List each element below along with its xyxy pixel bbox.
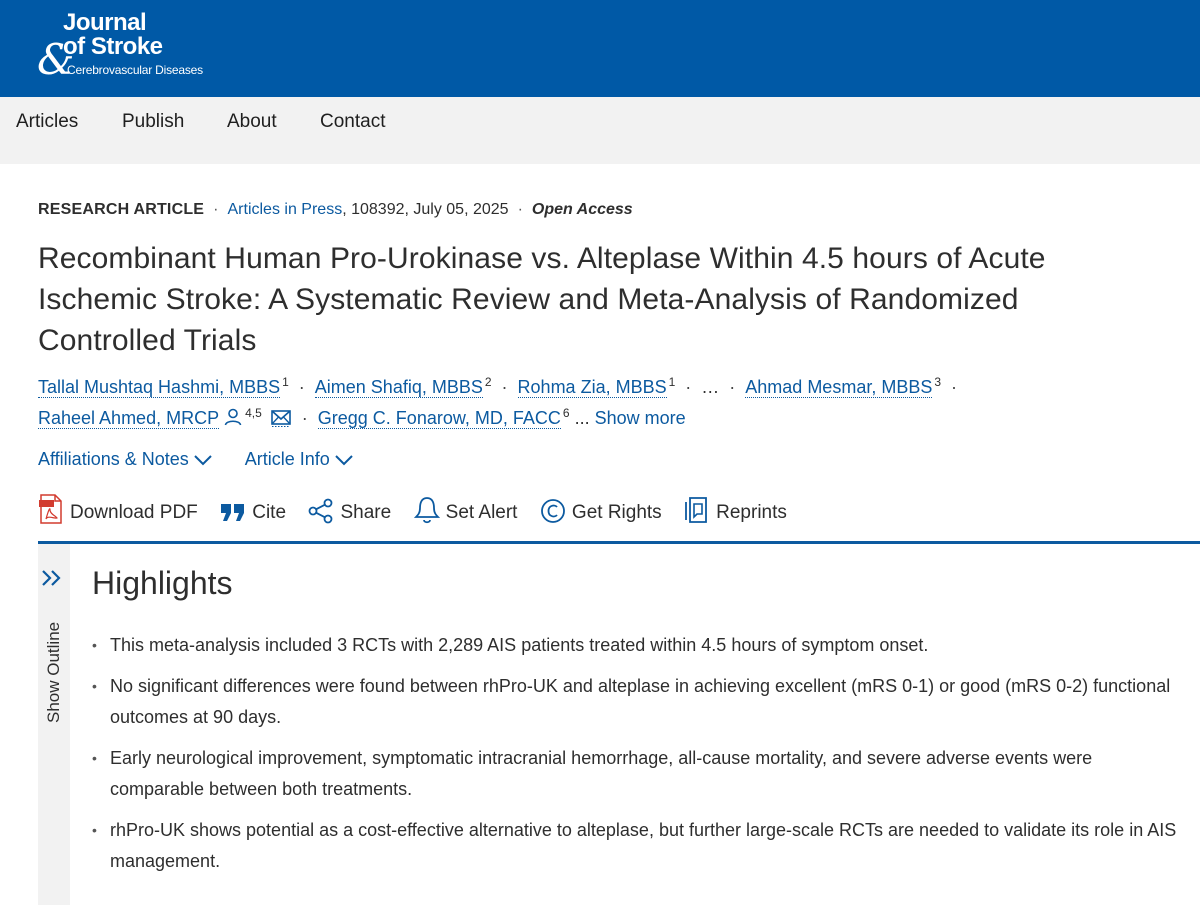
article-title: Recombinant Human Pro-Urokinase vs. Alteplase Within 4.5 hours of Acute Ischemic Stroke: A Systematic Review and Meta-Analysis of Randomized Controlled Trials bbox=[38, 242, 1046, 357]
author-link[interactable]: Aimen Shafiq, MBBS bbox=[314, 377, 483, 397]
author-trailing-ellipsis: ... bbox=[574, 408, 590, 428]
main-nav bbox=[0, 97, 1200, 164]
author-list-row-2 bbox=[38, 406, 1178, 429]
download-pdf-button[interactable] bbox=[38, 494, 198, 529]
share-button[interactable] bbox=[308, 497, 391, 529]
chevron-down-icon bbox=[334, 454, 354, 466]
highlights-list bbox=[92, 630, 1182, 887]
author-affiliation-sup: 4,5 bbox=[245, 406, 262, 420]
author-list-row-1 bbox=[38, 375, 1178, 398]
article-toggles bbox=[38, 449, 382, 470]
section-divider bbox=[38, 541, 1200, 544]
nav-contact[interactable]: Contact bbox=[320, 111, 386, 132]
highlights-heading: Highlights bbox=[92, 565, 233, 601]
nav-about[interactable]: About bbox=[227, 111, 277, 132]
author-ellipsis[interactable]: … bbox=[701, 377, 720, 397]
nav-articles[interactable]: Articles bbox=[16, 111, 79, 132]
show-outline-tab[interactable] bbox=[38, 544, 70, 905]
open-access-label: Open Access bbox=[531, 201, 633, 218]
logo-ampersand: & bbox=[37, 35, 75, 84]
journal-logo[interactable] bbox=[37, 9, 207, 84]
download-pdf-label: Download PDF bbox=[70, 502, 198, 523]
logo-line-1: Journal bbox=[63, 9, 147, 36]
reprints-icon bbox=[684, 496, 710, 524]
double-chevron-right-icon bbox=[40, 568, 64, 588]
site-header bbox=[0, 0, 1200, 97]
cite-label: Cite bbox=[252, 502, 287, 523]
author-separator: · bbox=[298, 377, 305, 397]
logo-line-2: of Stroke bbox=[63, 33, 163, 60]
reprints-button[interactable] bbox=[684, 496, 787, 529]
author-affiliation-sup: 3 bbox=[934, 375, 942, 389]
cite-button[interactable] bbox=[220, 497, 286, 529]
affiliations-toggle[interactable] bbox=[38, 449, 213, 469]
meta-separator: · bbox=[213, 201, 219, 218]
highlight-item: • Early neurological improvement, symptomatic intracranial hemorrhage, all-cause mortality, and severe adverse events were comparable between both treatments. bbox=[92, 743, 1182, 805]
article-type: RESEARCH ARTICLE bbox=[38, 201, 205, 218]
article-meta bbox=[38, 201, 633, 219]
show-outline-label[interactable]: Show Outline bbox=[44, 621, 63, 723]
share-label: Share bbox=[340, 502, 392, 523]
author-affiliation-sup: 1 bbox=[282, 375, 289, 389]
show-more-authors-link[interactable]: Show more bbox=[594, 408, 686, 428]
author-separator: · bbox=[685, 377, 692, 397]
copyright-icon bbox=[540, 498, 566, 524]
share-icon bbox=[308, 498, 334, 524]
highlight-item: • rhPro-UK shows potential as a cost-effective alternative to alteplase, but further large-scale RCTs are needed to validate its role in AIS management. bbox=[92, 815, 1182, 877]
reprints-label: Reprints bbox=[716, 502, 787, 523]
author-affiliation-sup: 2 bbox=[484, 375, 492, 389]
meta-separator: · bbox=[517, 201, 523, 218]
envelope-icon[interactable] bbox=[270, 409, 292, 427]
article-info-toggle-label: Article Info bbox=[244, 449, 330, 469]
author-separator: · bbox=[729, 377, 736, 397]
author-affiliation-sup: 1 bbox=[668, 375, 676, 389]
get-rights-label: Get Rights bbox=[571, 502, 662, 523]
author-separator: · bbox=[501, 377, 508, 397]
person-icon bbox=[223, 407, 243, 427]
set-alert-button[interactable] bbox=[414, 496, 518, 529]
chevron-down-icon bbox=[193, 454, 213, 466]
author-separator: · bbox=[301, 408, 308, 428]
quote-icon bbox=[220, 500, 246, 524]
author-affiliation-sup: 6 bbox=[562, 406, 570, 420]
author-link[interactable]: Tallal Mushtaq Hashmi, MBBS bbox=[38, 377, 281, 397]
bell-icon bbox=[414, 496, 440, 524]
highlight-item: • This meta-analysis included 3 RCTs with 2,289 AIS patients treated within 4.5 hours of symptom onset. bbox=[92, 630, 1182, 661]
set-alert-label: Set Alert bbox=[445, 502, 518, 523]
author-link[interactable]: Gregg C. Fonarow, MD, FACC bbox=[317, 408, 561, 428]
get-rights-button[interactable] bbox=[540, 497, 662, 529]
author-separator: · bbox=[951, 377, 958, 397]
author-link[interactable]: Rohma Zia, MBBS bbox=[517, 377, 667, 397]
article-details: , 108392, July 05, 2025 bbox=[342, 201, 509, 218]
logo-line-3: Cerebrovascular Diseases bbox=[67, 63, 203, 77]
highlight-item: • No significant differences were found between rhPro-UK and alteplase in achieving excellent (mRS 0-1) or good (mRS 0-2) functional outcomes at 90 days. bbox=[92, 671, 1182, 733]
pdf-icon bbox=[38, 494, 64, 524]
author-link[interactable]: Raheel Ahmed, MRCP bbox=[38, 408, 220, 428]
nav-publish[interactable]: Publish bbox=[122, 111, 185, 132]
articles-in-press-link[interactable]: Articles in Press bbox=[227, 201, 343, 218]
author-link[interactable]: Ahmad Mesmar, MBBS bbox=[745, 377, 933, 397]
affiliations-toggle-label: Affiliations & Notes bbox=[38, 449, 189, 469]
article-actions bbox=[38, 494, 805, 528]
article-info-toggle[interactable] bbox=[245, 449, 354, 469]
